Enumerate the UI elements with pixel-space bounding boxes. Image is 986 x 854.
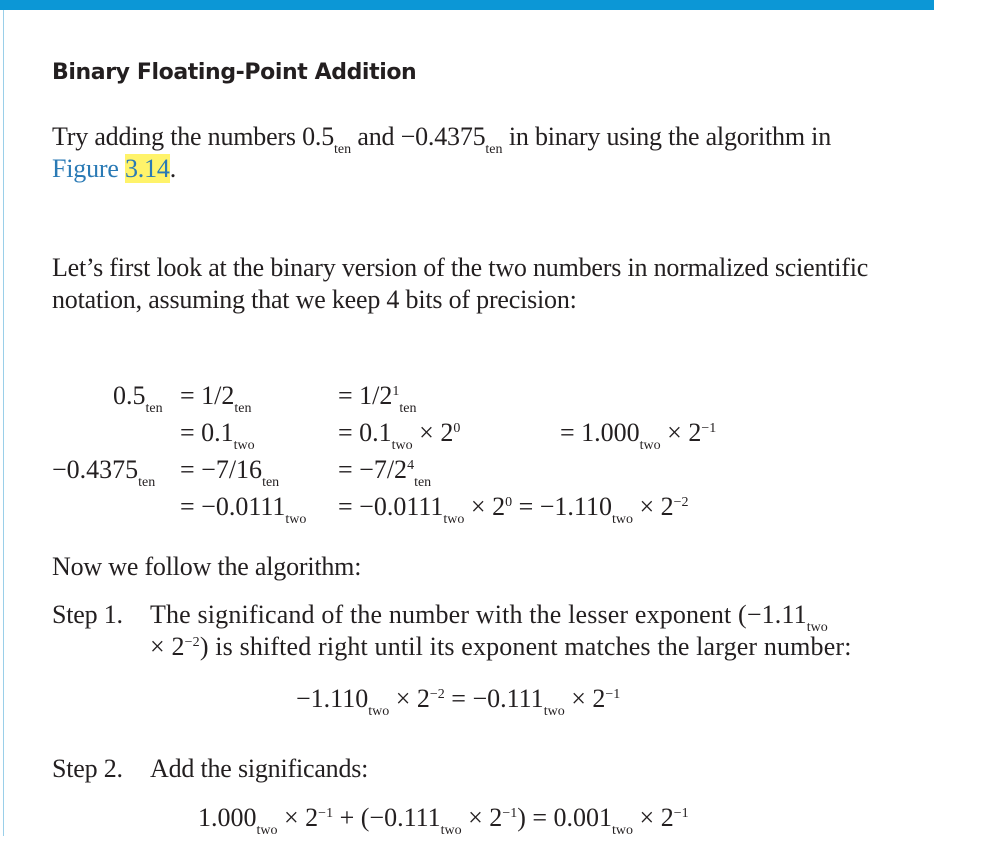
step1-text: The significand of the number with the lesser exponent ($-1.11_{two}$ × $2^{-2}$) is shifted right until its exponent matches the larger number: — [150, 600, 852, 661]
step1-line-2: × 2 — [150, 632, 185, 661]
intro-text-3: in binary using the algorithm in — [502, 122, 831, 151]
eq-r3-c2: = $-7/2^4_{ten}$ — [338, 455, 432, 490]
eq-r4-rest: = $-0.0111_{two} \times 2^0 = -1.110_{two} \times 2^{-2}$ — [338, 492, 689, 527]
eq-r2-c2: = $0.1_{two} \times 2^0$ — [338, 418, 461, 453]
figure-link-prefix[interactable]: Figure — [52, 154, 125, 183]
intro-subscript-1: ten — [334, 142, 352, 157]
section-heading: Binary Floating-Point Addition — [52, 60, 417, 85]
eq-r1-c1: = $1/2_{ten}$ — [180, 381, 252, 416]
intro-text-2: and −0.4375 — [351, 122, 486, 151]
notation-line-2: notation, assuming that we keep 4 bits of precision: — [52, 285, 577, 314]
step1-equation: $-1.110_{two} \times 2^{-2} = -0.111_{two} \times 2^{-1}$ — [296, 684, 621, 719]
step2-label: Step 2. — [52, 754, 123, 783]
eq-r2-c3: = $1.000_{two} \times 2^{-1}$ — [560, 418, 717, 453]
eq-r3-c1: = $-7/16_{ten}$ — [180, 455, 280, 490]
intro-period: . — [169, 154, 176, 183]
step2-equation: $1.000_{two} \times 2^{-1} + (-0.111_{two} \times 2^{-1}) = 0.001_{two} \times 2^{-1}$ — [198, 803, 689, 838]
intro-paragraph — [52, 121, 831, 185]
intro-subscript-2: ten — [485, 142, 503, 157]
intro-text-1: Try adding the numbers 0.5 — [52, 122, 334, 151]
figure-link-number[interactable]: 3.14 — [124, 154, 170, 183]
eq-r1-c2: = $1/2^1_{ten}$ — [338, 381, 417, 416]
notation-paragraph — [52, 252, 868, 316]
step1-label: Step 1. — [52, 600, 123, 629]
step2-text: Add the significands: — [150, 754, 369, 783]
step1-line-1: The significand of the number with the lesser exponent (−1.11 — [150, 600, 807, 629]
eq-r3-lhs: $-0.4375_{ten}$ — [52, 455, 156, 490]
eq-r4: = $-0.0111_{two}$ — [180, 492, 307, 527]
eq-r2-c1: = $0.1_{two}$ — [180, 418, 255, 453]
top-accent-bar — [0, 0, 934, 10]
eq-r1-lhs: $0.5_{ten}$ — [113, 381, 163, 416]
follow-algorithm-text: Now we follow the algorithm: — [52, 552, 362, 581]
notation-line-1: Let’s first look at the binary version of the two numbers in normalized scientific — [52, 253, 869, 282]
left-margin-rule — [3, 10, 4, 836]
